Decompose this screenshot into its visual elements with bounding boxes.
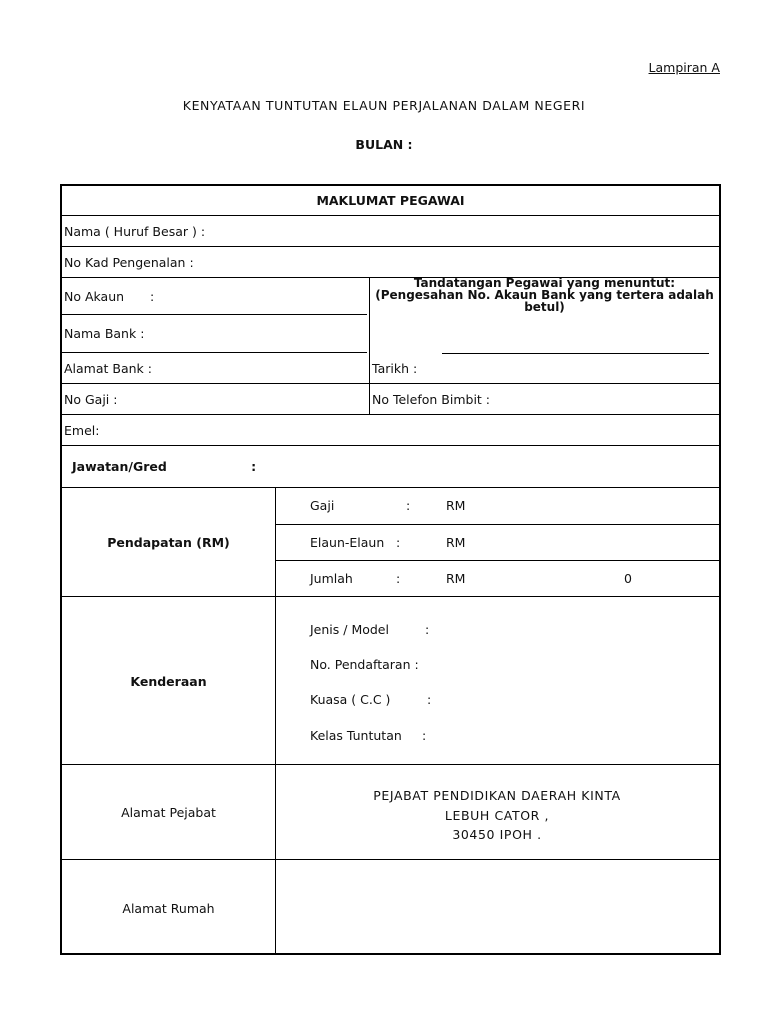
document-title: KENYATAAN TUNTUTAN ELAUN PERJALANAN DALAM NEGERI: [182, 98, 586, 113]
row-divider: [62, 596, 719, 597]
alamat-pejabat-line1: PEJABAT PENDIDIKAN DAERAH KINTA: [373, 788, 621, 803]
row-divider: [62, 383, 719, 384]
row-divider: [62, 352, 367, 353]
elaun-currency: RM: [446, 535, 466, 550]
row-divider: [62, 246, 719, 247]
no-akaun-field[interactable]: [64, 289, 154, 304]
elaun-label: Elaun-Elaun: [310, 535, 385, 550]
no-gaji-field[interactable]: No Gaji :: [64, 392, 118, 407]
jumlah-colon: :: [396, 571, 401, 586]
jawatan-colon: :: [251, 459, 257, 474]
row-divider: [62, 215, 719, 216]
row-divider: [275, 560, 719, 561]
alamat-rumah-label: Alamat Rumah: [122, 901, 215, 916]
gaji-colon: :: [406, 498, 411, 513]
kenderaan-label: Kenderaan: [130, 674, 207, 689]
pendapatan-label: Pendapatan (RM): [107, 535, 230, 550]
alamat-pejabat-line3: 30450 IPOH .: [452, 827, 542, 842]
section-title: MAKLUMAT PEGAWAI: [316, 193, 465, 208]
elaun-colon: :: [396, 535, 401, 550]
no-telefon-field[interactable]: No Telefon Bimbit :: [372, 392, 490, 407]
alamat-pejabat-line2: LEBUH CATOR ,: [444, 807, 550, 823]
kuasa-label: Kuasa ( C.C ): [310, 692, 391, 707]
claim-form: [60, 184, 721, 955]
row-divider: [62, 414, 719, 415]
row-divider: [62, 314, 367, 315]
no-kad-field[interactable]: No Kad Pengenalan :: [64, 255, 194, 270]
lampiran-label: Lampiran A: [648, 60, 720, 75]
signature-note-line2: (Pengesahan No. Akaun Bank yang tertera adalah: [375, 288, 714, 302]
tarikh-field[interactable]: Tarikh :: [372, 361, 418, 376]
gaji-label: Gaji: [310, 498, 335, 513]
row-divider: [62, 487, 719, 488]
no-pendaftaran-field[interactable]: [310, 657, 419, 672]
alamat-bank-field[interactable]: Alamat Bank :: [64, 361, 152, 376]
signature-note-line1: Tandatangan Pegawai yang menuntut:: [413, 276, 676, 290]
alamat-pejabat-value: [275, 786, 719, 845]
kelas-tuntutan-label: Kelas Tuntutan: [310, 728, 402, 743]
jenis-model-colon[interactable]: :: [425, 622, 430, 637]
kuasa-colon[interactable]: :: [427, 692, 432, 707]
row-divider: [275, 524, 719, 525]
jumlah-label: Jumlah: [310, 571, 353, 586]
nama-field[interactable]: Nama ( Huruf Besar ) :: [64, 224, 206, 239]
jumlah-value: 0: [624, 571, 632, 586]
jawatan-label: Jawatan/Gred: [72, 459, 167, 474]
no-pendaftaran-colon: :: [414, 657, 419, 672]
no-akaun-label: No Akaun: [64, 289, 125, 304]
jawatan-field[interactable]: [72, 459, 256, 474]
gaji-currency: RM: [446, 498, 466, 513]
signature-note-line3: betul): [524, 300, 565, 314]
row-divider: [62, 445, 719, 446]
alamat-pejabat-label: Alamat Pejabat: [121, 805, 216, 820]
bulan-label: BULAN :: [355, 137, 413, 152]
no-pendaftaran-label: No. Pendaftaran: [310, 657, 411, 672]
signature-note: [370, 277, 719, 313]
jenis-model-label: Jenis / Model: [310, 622, 389, 637]
row-divider: [62, 764, 719, 765]
signature-line[interactable]: [442, 353, 709, 354]
alamat-rumah-field[interactable]: [276, 860, 719, 955]
nama-bank-field[interactable]: Nama Bank :: [64, 326, 145, 341]
no-akaun-colon: :: [150, 289, 155, 304]
jumlah-currency: RM: [446, 571, 466, 586]
emel-field[interactable]: Emel:: [64, 423, 100, 438]
kelas-tuntutan-colon[interactable]: :: [422, 728, 427, 743]
